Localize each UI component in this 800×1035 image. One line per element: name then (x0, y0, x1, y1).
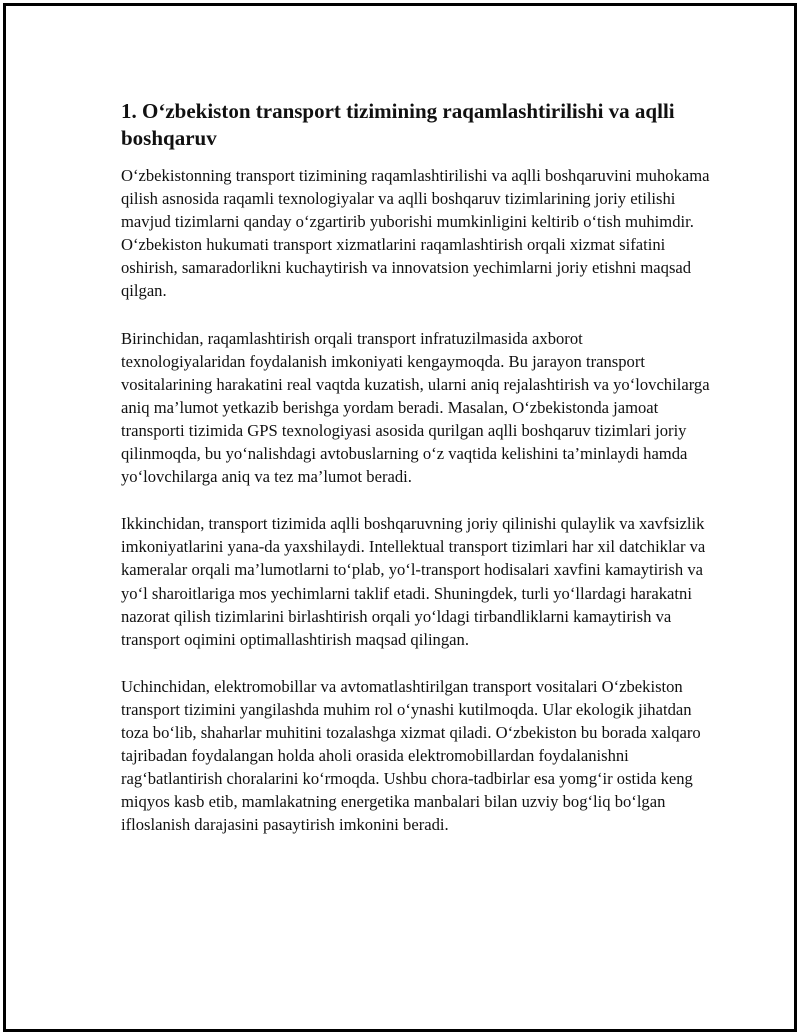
section-title: 1. O‘zbekiston transport tizimining raqamlashtirilishi va aqlli boshqaruv (121, 99, 675, 150)
paragraph-1: O‘zbekistonning transport tizimining raqamlashtirilishi va aqlli boshqaruvini muhokama qilish asnosida raqamli texnologiyalar va aqlli boshqaruv tizimlarining joriy etilishi mavjud tizimlarni qanday o‘zgartirib yuborishi mumkinligini keltirib o‘tish muhimdir. O‘zbekiston hukumati transport xizmatlarini raqamlashtirish orqali xizmat sifatini oshirish, samaradorlikni kuchaytirish va innovatsion yechimlarni joriy etishni maqsad qilgan. (121, 166, 710, 301)
paragraph-2: Birinchidan, raqamlashtirish orqali transport infratuzilmasida axborot texnologiyalaridan foydalanish imkoniyati kengaymoqda. Bu jarayon transport vositalarining harakatini real vaqtda kuzatish, ularni aniq rejalashtirish va yo‘lovchilarga aniq ma’lumot yetkazib berishga yordam beradi. Masalan, O‘zbekistonda jamoat transporti tizimida GPS texnologiyasi asosida qurilgan aqlli boshqaruv tizimlari joriy qilinmoqda, bu yo‘nalishdagi avtobuslarning o‘z vaqtida kelishini ta’minlaydi hamda yo‘lovchilarga aniq va tez ma’lumot beradi. (121, 328, 710, 487)
paragraph-3: Ikkinchidan, transport tizimida aqlli boshqaruvning joriy qilinishi qulaylik va xavfsizlik imkoniyatlarini yana-da yaxshilaydi. Intellektual transport tizimlari har xil datchiklar va kameralar orqali ma’lumotlarni to‘plab, yo‘l-transport hodisalari xavfini kamaytirish va yo‘l sharoitlariga mos yechimlarni taklif etadi. Shuningdek, turli yo‘llardagi harakatni nazorat qilish tizimlarini birlashtirish orqali yo‘ldagi tirbandliklarni kamaytirish va transport oqimini optimallashtirish maqsad qilingan. (121, 514, 706, 649)
page-frame (3, 3, 797, 1032)
document-body (121, 98, 711, 860)
paragraph-4: Uchinchidan, elektromobillar va avtomatlashtirilgan transport vositalari O‘zbekiston transport tizimini yangilashda muhim rol o‘ynashi kutilmoqda. Ular ekologik jihatdan toza bo‘lib, shaharlar muhitini tozalashga xizmat qiladi. O‘zbekiston bu borada xalqaro tajribadan foydalangan holda aholi orasida elektromobillardan foydalanishni rag‘batlantirish choralarini ko‘rmoqda. Ushbu chora-tadbirlar esa yomg‘ir ostida keng miqyos kasb etib, mamlakatning energetika manbalari bilan uzviy bog‘liq bo‘lgan ifloslanish darajasini pasaytirish imkonini beradi. (121, 676, 701, 835)
